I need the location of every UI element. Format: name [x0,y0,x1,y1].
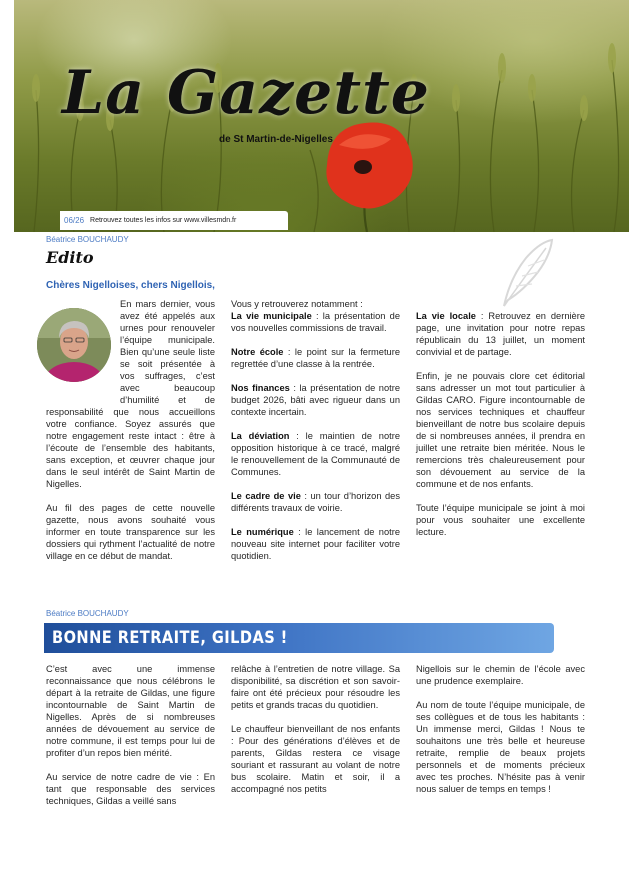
retraite-title: BONNE RETRAITE, GILDAS ! [52,628,288,648]
issue-number: 06/26 [64,216,85,225]
retraite-column-2 [231,663,400,795]
feather-quill-icon [496,238,556,310]
retraite-paragraph: C’est avec une immense reconnaissance que nous célébrons le départ à la retraite de Gildas, une figure incontournable de Saint Martin de Nigelles. Après de si nombreuses années de dévouement au service de notre commune, il est temps pour lui de profiter d’un repos bien mérité. [46,664,215,758]
edito-item-municipale: La vie municipale : la présentation de vos nouvelles commissions de travail. [231,311,400,333]
website-notice: Retrouvez toutes les infos sur www.villesmdn.fr [90,217,237,224]
retraite-banner [44,623,554,653]
retraite-author: Béatrice BOUCHAUDY [46,609,129,618]
edito-item-vie-locale: La vie locale : Retrouvez en dernière page, une invitation pour notre repas républicain du 13 juillet, un moment convivial et de partage. [416,311,585,357]
edito-column-2 [231,298,400,562]
edito-author: Béatrice BOUCHAUDY [46,235,129,244]
retraite-paragraph: Le chauffeur bienveillant de nos enfants : Pour des générations d’élèves et de parents, Gildas restera ce visage souriant et rassurant au volant de notre bus scolaire. Matin et soir, il a accompagné nos petits [231,724,400,794]
retraite-paragraph: Au nom de toute l’équipe municipale, de ses collègues et de tous les habitants : Un immense merci, Gildas ! Nous te souhaitons une très belle et heureuse retraite, remplie de beaux projets personnels et de moments précieux avec tes proches. N’hésite pas à venir nous saluer de temps en temps ! [416,700,585,794]
edito-column-3 [416,310,585,538]
edito-item-finances: Nos finances : la présentation de notre budget 2026, bâti avec rigueur dans un contexte incertain. [231,383,401,417]
edito-item-ecole: Notre école : le point sur la fermeture regrettée d’une classe à la rentrée. [231,347,400,369]
retraite-paragraph: Nigellois sur le chemin de l’école avec une prudence exemplaire. [416,664,585,686]
edito-column-1 [46,298,215,562]
edito-paragraph: Enfin, je ne pouvais clore cet éditorial sans adresser un mot tout particulier à Gildas CARO. Figure incontournable de nos services techniques et chauffeur bienveillant de notre bus scolaire depuis de si nombreuses années, il prendra en juillet une retraite bien méritée. Nous le remercions très chaleureusement pour son dévouement au service de la commune et de nos enfants. [416,371,585,489]
gazette-title: La Gazette [62,58,430,128]
edito-paragraph: En mars dernier, vous avez été appelés aux urnes pour renouveler l’équipe municipale. Bien qu’une seule liste se soit présentée à vos suffrages, c’est avec beaucoup d’humilité et de responsabilité que nous accueillons votre confiance. Soyez assurés que notre engagement reste intact : être à l’écoute de l’ensemble des habitants, sans exception, et œuvrer chaque jour dans le seul intérêt de Saint Martin de Nigelles. [46,299,215,489]
retraite-column-3 [416,663,585,795]
edito-paragraph: Toute l’équipe municipale se joint à moi pour vous souhaiter une excellente lecture. [416,503,585,537]
poppy-flower [326,123,412,233]
gazette-subtitle: de St Martin-de-Nigelles [219,134,333,145]
edito-paragraph: Vous y retrouverez notamment : [231,299,363,309]
edito-greeting: Chères Nigelloises, chers Nigellois, [46,280,215,291]
header-photo [14,0,629,232]
retraite-paragraph: relâche à l’entretien de notre village. Sa disponibilité, sa discrétion et son savoir-faire ont été précieux pour résoudre les petits et grands tracas du quotidien. [231,664,400,710]
retraite-column-1 [46,663,215,807]
edito-item-cadre-de-vie: Le cadre de vie : un tour d’horizon des différents travaux de voirie. [231,491,401,513]
edito-paragraph: Au fil des pages de cette nouvelle gazette, nous avons souhaité vous informer en toute transparence sur les dossiers qui rythment l’actualité de notre village en ce début de mandat. [46,503,215,561]
edito-title: Edito [46,248,94,267]
issue-bar [60,211,288,230]
edito-item-numerique: Le numérique : le lancement de notre nouveau site internet pour faciliter votre quotidien. [231,527,400,561]
edito-item-deviation: La déviation : le maintien de notre opposition historique à ce tracé, malgré le renouvellement de la Communauté de Communes. [231,431,400,477]
retraite-paragraph: Au service de notre cadre de vie : En tant que responsable des services techniques, Gildas a veillé sans [46,772,215,806]
